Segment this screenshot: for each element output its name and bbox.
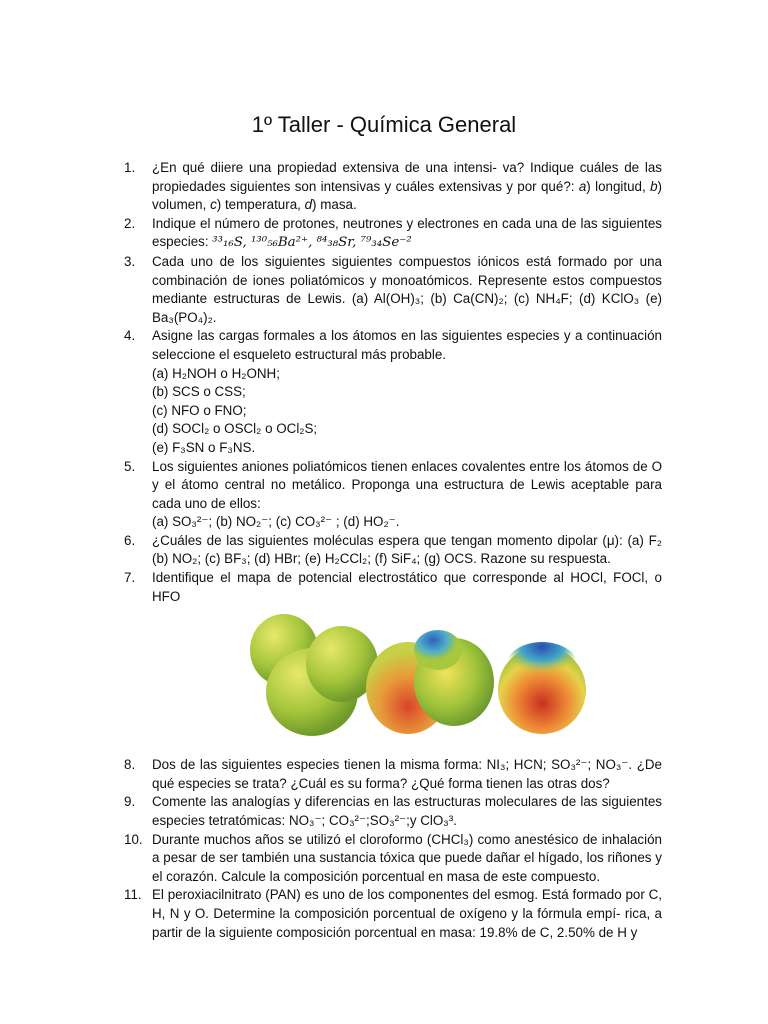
molecule-map-1	[250, 614, 378, 736]
question-7	[124, 569, 662, 750]
question-9	[124, 793, 662, 830]
page-title: 1º Taller - Química General	[251, 112, 517, 137]
question-number: 5.	[124, 458, 136, 474]
question-number: 2.	[124, 215, 136, 231]
question-text: ¿Cuáles de las siguientes moléculas espera que tengan momento dipolar (μ): (a) F₂ (b) NO₂; (c) BF₃; (d) HBr; (e) H₂CCl₂; (f) SiF₄; (g) OCS. Razone su respuesta.	[152, 532, 662, 567]
anion-list: (a) SO₃²⁻; (b) NO₂⁻; (c) CO₃²⁻ ; (d) HO₂⁻.	[152, 514, 400, 530]
molecule-map-2	[366, 630, 494, 734]
question-number: 7.	[124, 570, 136, 586]
electrostatic-maps-figure	[124, 610, 662, 750]
question-10	[124, 831, 662, 887]
question-text: Cada uno de los siguientes siguientes compuestos iónicos está formado por una combinación de iones poliatómicos y monoatómicos. Represente estos compuestos mediante estructuras de Lewis. (a) Al(OH)₃; (b) Ca(CN)₂; (c) NH₄F; (d) KClO₃ (e) Ba₃(PO₄)₂.	[152, 253, 662, 325]
option-b: (b) SCS o CSS;	[152, 384, 246, 400]
question-number: 8.	[124, 757, 136, 773]
question-number: 6.	[124, 532, 136, 548]
question-6	[124, 532, 662, 569]
option-a: (a) H₂NOH o H₂ONH;	[152, 365, 280, 381]
question-text: El peroxiacilnitrato (PAN) es uno de los componentes del esmog. Está formado por C, H, N y O. Determine la composición porcentual de oxígeno y la fórmula empí- rica, a partir de la siguiente composición porcentual en masa: 19.8% de C, 2.50% de H y	[152, 887, 662, 940]
question-text: Durante muchos años se utilizó el cloroformo (CHCl₃) como anestésico de inhalación a pesar de ser también una sustancia tóxica que puede dañar el hígado, los riñones y el corazón. Calcule la composición porcentual en masa de este compuesto.	[152, 831, 662, 884]
question-3	[124, 253, 662, 327]
question-8	[124, 756, 662, 793]
question-4	[124, 327, 662, 457]
question-list	[124, 159, 662, 942]
option-d: (d) SOCl₂ o OSCl₂ o OCl₂S;	[152, 421, 318, 437]
option-c: (c) NFO o FNO;	[152, 402, 247, 418]
question-5	[124, 458, 662, 532]
question-text: Dos de las siguientes especies tienen la misma forma: NI₃; HCN; SO₃²⁻; NO₃⁻. ¿De qué especies se trata? ¿Cuál es su forma? ¿Qué forma tienen las otras dos?	[152, 757, 662, 791]
question-text: ¿En qué diiere una propiedad extensiva de una intensi- va? Indique cuáles de las propiedades siguientes son intensivas y cuáles extensivas y por qué?:	[152, 160, 662, 194]
question-number: 9.	[124, 794, 136, 810]
question-text: Comente las analogías y diferencias en las estructuras moleculares de las siguientes especies tetratómicas: NO₃⁻; CO₃²⁻;SO₃²⁻;y ClO₃³.	[152, 794, 662, 829]
isotope-species: ³³₁₆S, ¹³⁰₅₆Ba²⁺, ⁸⁴₃₈Sr, ⁷⁹₃₄Se⁻²	[212, 235, 412, 251]
question-2	[124, 215, 662, 253]
question-text: Indique el número de protones, neutrones y electrones en cada una de las siguientes especies:	[152, 215, 662, 250]
question-number: 10.	[124, 831, 143, 847]
question-number: 3.	[124, 253, 136, 269]
question-number: 4.	[124, 328, 136, 344]
option-e: (e) F₃SN o F₃NS.	[152, 439, 256, 455]
question-11	[124, 886, 662, 942]
question-text: Los siguientes aniones poliatómicos tienen enlaces covalentes entre los átomos de O y el átomo central no metálico. Proponga una estructura de Lewis aceptable para cada uno de ellos:	[152, 458, 662, 511]
question-number: 11.	[124, 887, 142, 903]
question-1: 1. ¿En qué diiere una propiedad extensiva de una intensi- va? Indique cuáles de las propiedades siguientes son intensivas y cuáles extensivas y por qué?: a) longitud, b) volumen, c) temperatura, d) masa.	[124, 160, 662, 213]
electrostatic-maps-image	[242, 610, 662, 750]
molecule-map-3	[498, 642, 586, 734]
question-text: Asigne las cargas formales a los átomos en las siguientes especies y a continuación seleccione el esqueleto estructural más probable.	[152, 328, 662, 362]
question-number: 1.	[124, 160, 136, 175]
question-text: Identifique el mapa de potencial electrostático que corresponde al HOCl, FOCl, o HFO	[152, 570, 662, 604]
